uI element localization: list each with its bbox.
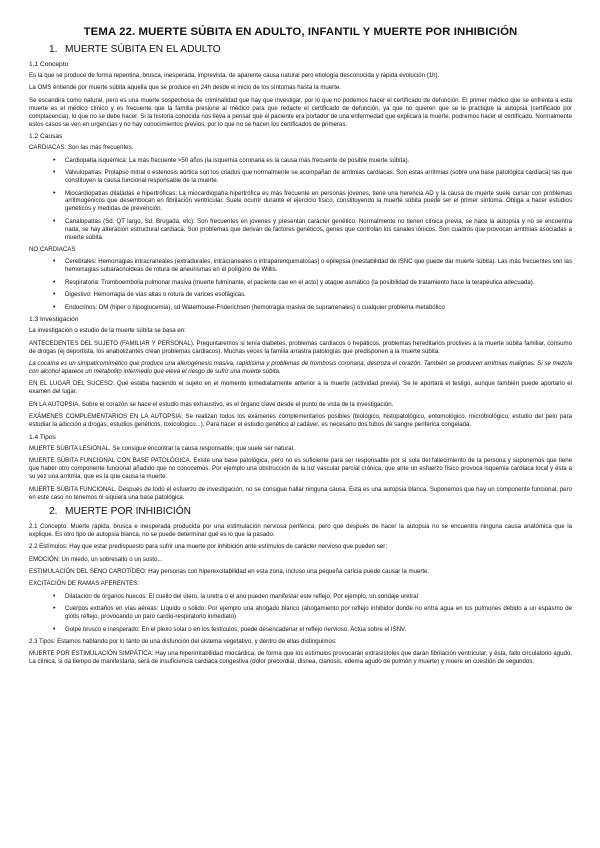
list-item: • Endocrinos: DM (hiper o hipoglucemia), sd Waterhouse-Friderichsen (hemorragia masiva de suprarrenales) o cualquier problema metabólico (65, 304, 572, 312)
paragraph: EXCITACIÓN DE RAMAS AFERENTES: (29, 580, 139, 588)
paragraph: EN LA AUTOPSIA. Sobre el corazón se hace el estudio más exhaustivo, es el órgano clave desde el punto de vista de la investigación. (29, 400, 394, 408)
section-number: 1. (49, 44, 58, 55)
paragraph: 2.3 Tipos: Estamos hablando por lo tanto de una disfunción del sistema vegetativo, y dentro de ellas distinguimos: (29, 638, 337, 645)
paragraph: La OMS entiende por muerte súbita aquella que se produce en 24h desde el inicio de los síntomas hasta la muerte. (29, 84, 341, 92)
paragraph: CARDIACAS: Son las más frecuentes. (29, 144, 134, 152)
italic-note: La cocaína es un simpaticomimético que produce una aterogénesis masiva, rapidísima y problemas de trombosis coronaria, destroza el corazón. También se producen arritmias malignas. Si se mezcla con alcohol aparece un metabolito intermedio que eleva el riesgo de sufrir una muerte súbita. (29, 360, 572, 376)
paragraph: ESTIMULACIÓN DEL SENO CAROTÍDEO: Hay personas con hiperexcitabilidad en esta zona, incluso una pequeña caricia puede causar la muerte. (29, 568, 430, 576)
section-title: MUERTE SÚBITA EN EL ADULTO (65, 44, 221, 55)
section-title: MUERTE POR INHIBICIÓN (65, 505, 192, 517)
paragraph: EN EL LUGAR DEL SUCESO: Qué estaba haciendo el sujeto en el momento inmediatamente anterior a la muerte (actividad previa). Se le aportará el testigo, aunque también puede aportarlo el examen del lugar. (29, 380, 572, 396)
paragraph: MUERTE SÚBITA FUNCIONAL. Después de todo el esfuerzo de investigación, no se consigue hallar ninguna causa. Esta es una autopsia blanca. Suponemos que hay un componente funcional, pero en este caso no tenemos ni siquiera una base patológica. (29, 485, 572, 501)
paragraph: EMOCIÓN: Un miedo, un sobresalto o un susto... (29, 555, 163, 563)
list-item: • Dilatación de órganos huecos: El cuello del útero, la uretra o el ano pueden manifestar este reflejo. Por ejemplo, un sondaje uretral (65, 593, 572, 601)
paragraph: Es la que se produce de forma repentina, brusca, inesperada, imprevista, de aparente causa natural pero etiología desconocida y rápida evolución (1h). (29, 72, 440, 79)
list-item: • Golpe brusco e inesperado: En el plexo solar o en los testículos, puede desencadenar el reflejo nervioso. Actúa sobre el ISNV. (65, 626, 572, 634)
list-item: • Cerebrales: Hemorragias intracraneales (extradurales, intracraneales o intraparenquimatosas) o epilepsia (inestabilidad de ISNC que puede dar muerte súbita). Las más frecuentes son las hemorragias subaracnoideas de rotura de aneurismas en el polígono de Willis. (65, 258, 572, 274)
subsection-causas: 1.2 Causas (29, 133, 63, 141)
paragraph: MUERTE SÚBITA LESIONAL. Se consigue encontrar la causa responsable, que suele ser natural. (29, 445, 295, 452)
section-number: 2. (49, 505, 58, 517)
subsection-concepto: 1.1 Concepto (29, 61, 69, 68)
aferentes-list (29, 593, 572, 634)
subsection-investigacion: 1.3 Investigación (29, 316, 79, 324)
paragraph: Se escandira como natural, pero es una muerte sospechosa de criminalidad que hay que investigar, por lo que no podemos hacer el certificado de defunción. El primer médico que se enfrenta a esta muerte es el médico clínico y es frecuente que la familia presione al médico para que redacte el certificado de defunción, ya que no quieren que se le practique la autopsia (certificado por complacencia), lo que no se debe hacer. Si la historia conocida nos lleva a pensar que el paciente era portador de una enfermedad que explicara la muerte, podremos hacer el certificado. Normalmente estos casos se ven en urgencias y no hay conocimientos previos, por lo que no se hacen los certificados de primeras. (29, 96, 572, 128)
paragraph: NO CARDIACAS (29, 246, 76, 253)
document-title: TEMA 22. MUERTE SÚBITA EN ADULTO, INFANTIL Y MUERTE POR INHIBICIÓN (83, 26, 518, 38)
paragraph: MUERTE POR ESTIMULACIÓN SIMPÁTICA: Hay una hiperirritabilidad miocárdica, de forma que los estímulos provocarán extrasístoles que darán fibrilación ventricular, y ésta, fallo circulatorio agudo. La clínica, si da tiempo de manifestarla, será de insuficiencia cardiaca congestiva (dolor precordial, disnea, cianosis, edema agudo de pulmón y muerte) y muere en cuestión de segundos. (29, 650, 572, 666)
list-item: • Canalopatías (Sd. QT largo, Sd. Brugada, etc): Son frecuentes en jóvenes y presentan carácter genético. Normalmente no tienen clínica previa, se hace la autopsia y no se encuentra nada, se hay alteración estructural cardiaca. Son problemas que derivan de factores genéticos, genes que controlan los canales iónicos. Son cuadros que provocan arritmias asociadas a muerte súbita. (65, 218, 572, 242)
paragraph: 2.1 Concepto: Muerte rápida, brusca e inesperada producida por una estimulación nerviosa periférica, pero que después de hacer la autopsia no se encuentra ninguna causa anatómica que la explique. Es otro tipo de autopsia blanca, no se puede determinar qué es lo que la pasado. (29, 522, 572, 538)
paragraph: La investigación o estudio de la muerte súbita se basa en: (29, 327, 186, 335)
list-item: • Cuerpos extraños en vías aéreas: Líquido o sólido. Por ejemplo una ahogado blanco (ahogamiento por reflejo inhibidor donde no entra agua en los pulmones debido a un espasmo de glotis reflejo, provocando un paro cardio-respiratorio inmediato) (65, 605, 572, 621)
list-item: • Digestivo: Hemorragia de vías altas o rotura de varices esofágicas. (65, 291, 572, 299)
list-item: • Respiratoria: Tromboembolia pulmonar masiva (muerte fulminante, el paciente cae en el acto) y ataque asmático (la posibilidad de tratamiento hace la terapéutica adecuada). (65, 279, 572, 287)
list-item: • Miocardiopatías dilatadas e hipertróficas: La miocardiopatía hipertrófica es más frecuente en personas jóvenes, tiene una herencia AD y la causa de muerte suele cursar con problemas arritmogénicos que desembocan en fibrilación ventricular. Suele ocurrir durante el ejercicio físico, constituyendo la muerte súbita puede ser el primer síntoma. Obliga a hacer estudios genéticos y medidas de prevención. (65, 190, 572, 214)
paragraph: EXÁMENES COMPLEMENTARIOS EN LA AUTOPSIA: Se realizan todos los exámenes complementarios posibles (biológico, histopatológico, entomológico, microbiológico, estudio del pelo para estudiar la adicción a drogas, estudios genéticos, toxicológico...). Para hacer el estudio genético al cadáver, es necesario dos tubos de sangre periférica congelada. (29, 413, 572, 429)
list-item: • Cardiopatía isquémica: La más frecuente >50 años (la isquemia coronaria es la causa más frecuente de posible muerte súbita). (65, 157, 572, 165)
subsection-tipos: 1.4 Tipos (29, 434, 56, 441)
cardiacas-list (29, 157, 572, 242)
paragraph: ANTECEDENTES DEL SUJETO (FAMILIAR Y PERSONAL). Preguntaremos si tenía diabetes, problemas cardiacos o hepáticos, problemas hereditarios proclives a la muerte súbita familiar, consumo de drogas (ej deportista, los anabolizantes crean problemas cardiacos). Muchas veces la familia arrastra patologías que predisponen a la muerte súbita. (29, 339, 572, 355)
list-item: • Valvulopatías: Prolapso mitral o estenosis aórtica son los criados que normalmente se acompañan de arritmias cardiacas. Son estas arritmias (sobre una base patológica cardiaca) las que constituyen la causa funcional responsable de la muerte. (65, 169, 572, 185)
section-2-heading (49, 506, 572, 517)
no-cardiacas-list (29, 258, 572, 311)
paragraph: 2.2 Estímulos: Hay que estar predispuesto para sufrir una muerte por inhibición ante estímulos de carácter nervioso que pueden ser; (29, 543, 388, 551)
section-1-heading (49, 44, 572, 55)
paragraph: MUERTE SÚBITA FUNCIONAL CON BASE PATOLÓGICA. Existe una base patológica, pero no es suficiente para ser responsable por sí sola del fallecimiento de la persona y suponemos que tiene que haber otro componente funcional añadido que no conocemos. Por ejemplo una obstrucción de la luz vascular parcial crónica, que ante un esfuerzo físico provoca isquemia cardiaca local y ésta a su vez una arritmia, que es la que causa la muerte. (29, 457, 572, 481)
